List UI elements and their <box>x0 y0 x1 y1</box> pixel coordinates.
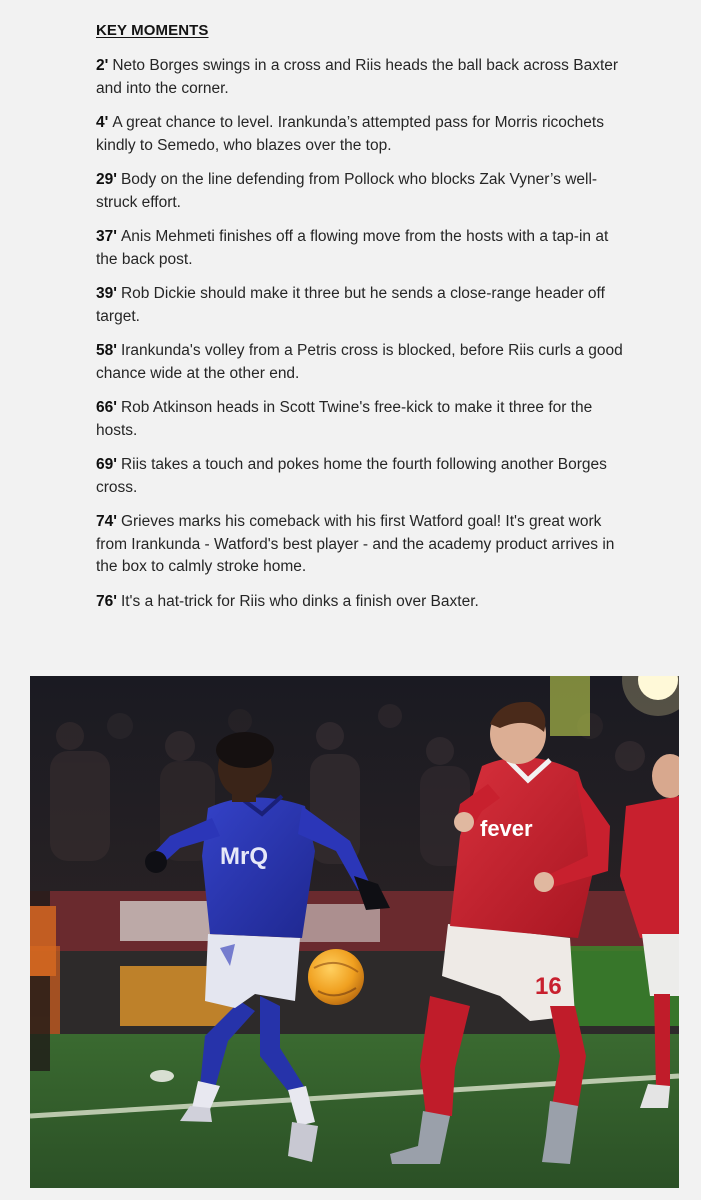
moment-text: A great chance to level. Irankunda’s attempted pass for Morris ricochets kindly to Semedo, who blazes over the top. <box>96 114 604 154</box>
moment-minute: 29' <box>96 171 117 188</box>
moment-minute: 2' <box>96 57 109 74</box>
red-kit-sponsor: fever <box>480 816 533 841</box>
moment-minute: 76' <box>96 592 117 610</box>
moment-item <box>96 169 626 214</box>
moment-item <box>96 397 626 442</box>
moment-text: Irankunda's volley from a Petris cross is blocked, before Riis curls a good chance wide at the other end. <box>96 342 623 382</box>
moment-minute: 66' <box>96 399 117 416</box>
moment-minute: 74' <box>96 513 117 530</box>
moment-minute: 69' <box>96 456 117 473</box>
moment-text: It's a hat-trick for Riis who dinks a finish over Baxter. <box>120 592 479 610</box>
moment-item <box>96 591 626 614</box>
match-photo <box>30 676 679 1188</box>
moment-text: Neto Borges swings in a cross and Riis heads the ball back across Baxter and into the corner. <box>96 57 619 97</box>
moment-item <box>96 283 626 328</box>
moment-text: Grieves marks his comeback with his first Watford goal! It's great work from Irankunda - Watford's best player - and the academy product arrives in the box to calmly stroke home. <box>96 513 615 575</box>
moment-text: Rob Dickie should make it three but he sends a close-range header off target. <box>96 285 605 325</box>
moment-minute: 39' <box>96 285 117 302</box>
moment-item <box>96 511 626 579</box>
moment-text: Body on the line defending from Pollock who blocks Zak Vyner’s well-struck effort. <box>96 171 598 211</box>
section-title: KEY MOMENTS <box>96 22 209 39</box>
moment-minute: 4' <box>96 114 109 131</box>
moment-item <box>96 55 626 100</box>
blue-kit-sponsor: MrQ <box>220 843 268 870</box>
moment-minute: 58' <box>96 342 117 359</box>
moment-item <box>96 454 626 499</box>
moment-text: Rob Atkinson heads in Scott Twine's free-kick to make it three for the hosts. <box>96 399 593 439</box>
moment-item <box>96 112 626 157</box>
moment-text: Anis Mehmeti finishes off a flowing move from the hosts with a tap-in at the back post. <box>96 228 609 268</box>
match-ball <box>308 949 364 1005</box>
moment-minute: 37' <box>96 228 117 245</box>
moment-item <box>96 226 626 271</box>
moment-text: Riis takes a touch and pokes home the fourth following another Borges cross. <box>96 456 607 496</box>
moment-item <box>96 340 626 385</box>
key-moments-article <box>96 22 626 625</box>
match-photo-illustration <box>30 676 679 1188</box>
red-player-number: 16 <box>535 973 562 1000</box>
